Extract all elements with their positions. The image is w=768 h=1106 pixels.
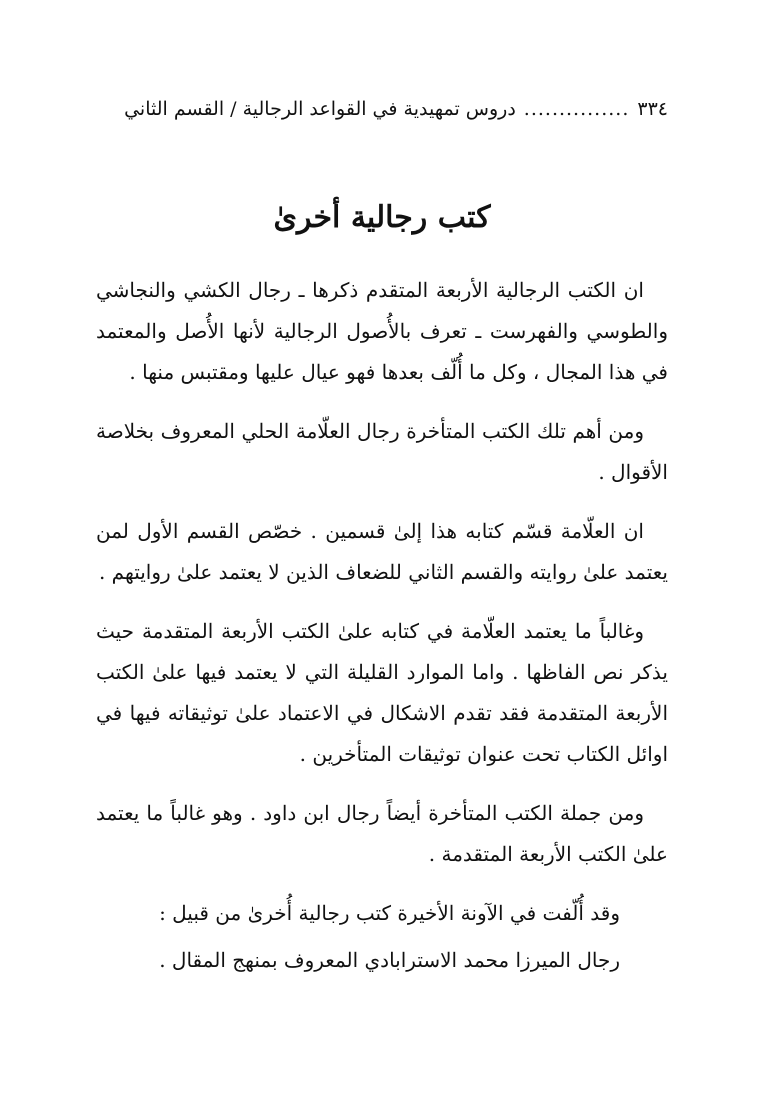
- running-header: [96, 92, 668, 126]
- paragraph: ان الكتب الرجالية الأربعة المتقدم ذكرها ـ رجال الكشي والنجاشي والطوسي والفهرست ـ تعرف بالأُصول الرجالية لأنها الأُصل والمعتمد في هذا المجال ، وكل ما أُلّف بعدها فهو عيال عليها ومقتبس منها .: [96, 278, 668, 384]
- paragraph: ومن أهم تلك الكتب المتأخرة رجال العلّامة الحلي المعروف بخلاصة الأقوال .: [96, 419, 668, 484]
- paragraph: رجال الميرزا محمد الاسترابادي المعروف بمنهج المقال .: [159, 948, 620, 972]
- body-text: [96, 270, 668, 987]
- paragraph: وقد أُلّفت في الآونة الأخيرة كتب رجالية أُخرىٰ من قبيل :: [159, 901, 620, 925]
- page-number: ٣٣٤: [637, 98, 668, 120]
- section-heading: كتب رجالية أخرىٰ: [273, 200, 491, 235]
- paragraph: ومن جملة الكتب المتأخرة أيضاً رجال ابن داود . وهو غالباً ما يعتمد علىٰ الكتب الأربعة المتقدمة .: [96, 801, 668, 866]
- header-title: دروس تمهيدية في القواعد الرجالية / القسم الثاني: [124, 98, 516, 120]
- paragraph: وغالباً ما يعتمد العلّامة في كتابه علىٰ الكتب الأربعة المتقدمة حيث يذكر نص الفاظها . واما الموارد القليلة التي لا يعتمد فيها علىٰ الكتب الأربعة المتقدمة فقد تقدم الاشكال في الاعتماد علىٰ توثيقاته فيها في اوائل الكتاب تحت عنوان توثيقات المتأخرين .: [96, 619, 668, 766]
- paragraph: ان العلّامة قسّم كتابه هذا إلىٰ قسمين . خصّص القسم الأول لمن يعتمد علىٰ روايته والقسم الثاني للضعاف الذين لا يعتمد علىٰ روايتهم .: [96, 519, 668, 584]
- header-leader-dots: ...............: [523, 98, 630, 120]
